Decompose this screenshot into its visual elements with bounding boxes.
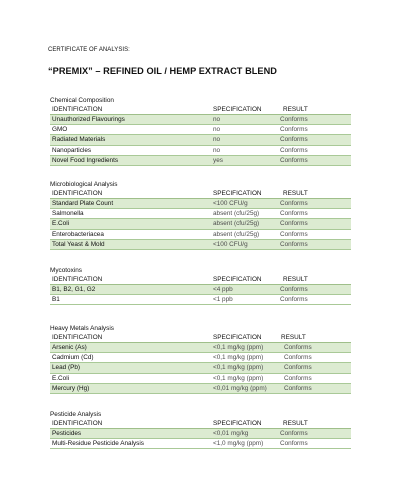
row-identification: Pesticides [52, 430, 82, 437]
table-header [50, 275, 351, 285]
row-specification: <0,1 mg/kg (ppm) [213, 354, 264, 362]
column-header-identification: IDENTIFICATION [52, 420, 103, 427]
table-row [50, 230, 351, 240]
row-result: Conforms [284, 344, 312, 351]
row-specification: <1 ppb [213, 296, 233, 304]
row-identification: Standard Plate Count [52, 200, 114, 207]
table-row [50, 135, 351, 145]
table-row [50, 285, 351, 295]
table-header [50, 419, 351, 429]
table-header [50, 189, 351, 199]
row-result: Conforms [280, 440, 308, 448]
row-result: Conforms [284, 384, 312, 392]
row-identification: B1 [52, 296, 60, 304]
row-specification: no [213, 146, 221, 154]
table-row [50, 209, 351, 219]
row-identification: Lead (Pb) [52, 364, 81, 372]
row-identification: Unauthorized Flavourings [52, 116, 125, 123]
column-header-identification: IDENTIFICATION [52, 190, 103, 197]
table-row [50, 429, 351, 439]
row-specification: yes [213, 156, 223, 164]
column-header-specification: SPECIFICATION [213, 420, 262, 427]
section-pesticide-analysis [50, 410, 351, 449]
table-row [50, 363, 351, 373]
table-row [50, 374, 351, 384]
row-identification: E.Coli [52, 220, 70, 228]
row-identification: Cadmium (Cd) [52, 354, 94, 362]
table-row [50, 353, 351, 363]
row-result: Conforms [280, 146, 308, 154]
column-header-result: RESULT [281, 334, 306, 341]
column-header-identification: IDENTIFICATION [52, 334, 103, 341]
column-header-result: RESULT [283, 190, 308, 197]
row-result: Conforms [284, 374, 312, 382]
row-result: Conforms [280, 200, 308, 207]
table-row [50, 384, 351, 394]
section-heavy-metals-analysis [50, 324, 351, 394]
row-identification: Radiated Materials [52, 136, 106, 144]
row-specification: <0,1 mg/kg (ppm) [213, 344, 264, 351]
row-identification: B1, B2, G1, G2 [52, 286, 96, 293]
section-microbiological-analysis [50, 180, 351, 250]
section-title: Pesticide Analysis [50, 411, 102, 418]
row-identification: Total Yeast & Mold [52, 240, 105, 248]
row-identification: Multi-Residue Pesticide Analysis [52, 440, 144, 448]
table-row [50, 343, 351, 353]
row-identification: Enterobacteriacea [52, 230, 104, 238]
section-title: Chemical Composition [50, 97, 114, 104]
row-result: Conforms [280, 240, 308, 248]
table-row [50, 219, 351, 229]
row-identification: Nanoparticles [52, 146, 92, 154]
row-specification: absent (cfu/25g) [213, 210, 260, 218]
column-header-specification: SPECIFICATION [213, 334, 262, 341]
column-header-specification: SPECIFICATION [213, 276, 262, 283]
row-result: Conforms [284, 354, 312, 362]
row-result: Conforms [280, 156, 308, 164]
row-specification: absent (cfu/25g) [213, 220, 260, 228]
section-mycotoxins [50, 266, 351, 305]
row-specification: <100 CFU/g [213, 200, 248, 207]
row-result: Conforms [280, 210, 308, 218]
column-header-identification: IDENTIFICATION [52, 276, 103, 283]
column-header-result: RESULT [283, 420, 308, 427]
row-result: Conforms [280, 430, 308, 437]
table-row [50, 439, 351, 449]
table-row [50, 295, 351, 305]
row-result: Conforms [280, 116, 308, 123]
document-title: “PREMIX” – REFINED OIL / HEMP EXTRACT BLEND [48, 66, 277, 76]
table-row [50, 240, 351, 250]
row-result: Conforms [284, 364, 312, 372]
table-header [50, 105, 351, 115]
row-result: Conforms [280, 230, 308, 238]
row-identification: Salmonella [52, 210, 84, 218]
row-specification: no [213, 126, 221, 134]
certificate-label: CERTIFICATE OF ANALYSIS: [48, 47, 130, 53]
row-identification: GMO [52, 126, 68, 134]
row-identification: Novel Food Ingredients [52, 156, 119, 164]
row-specification: <1,0 mg/kg (ppm) [213, 440, 264, 448]
row-result: Conforms [280, 126, 308, 134]
table-row [50, 156, 351, 166]
row-result: Conforms [280, 286, 308, 293]
column-header-specification: SPECIFICATION [213, 190, 262, 197]
section-chemical-composition [50, 96, 351, 166]
row-specification: <0,1 mg/kg (ppm) [213, 364, 264, 372]
row-specification: no [213, 116, 221, 123]
row-identification: Mercury (Hg) [52, 384, 90, 392]
column-header-result: RESULT [283, 106, 308, 113]
row-specification: <4 ppb [213, 286, 233, 293]
section-title: Mycotoxins [50, 267, 82, 274]
row-specification: <100 CFU/g [213, 240, 248, 248]
table-header [50, 333, 351, 343]
row-specification: <0,01 mg/kg [213, 430, 249, 437]
row-specification: absent (cfu/25g) [213, 230, 260, 238]
row-result: Conforms [280, 136, 308, 144]
table-row [50, 146, 351, 156]
column-header-specification: SPECIFICATION [213, 106, 262, 113]
table-row [50, 125, 351, 135]
section-title: Heavy Metals Analysis [50, 325, 114, 332]
section-title: Microbiological Analysis [50, 181, 118, 188]
row-specification: <0,01 mg/kg (ppm) [213, 384, 267, 392]
row-result: Conforms [280, 296, 308, 304]
row-identification: Arsenic (As) [52, 344, 87, 351]
column-header-result: RESULT [283, 276, 308, 283]
column-header-identification: IDENTIFICATION [52, 106, 103, 113]
row-identification: E.Coli [52, 374, 70, 382]
row-result: Conforms [280, 220, 308, 228]
table-row [50, 199, 351, 209]
table-row [50, 115, 351, 125]
row-specification: <0,1 mg/kg (ppm) [213, 374, 264, 382]
row-specification: no [213, 136, 221, 144]
